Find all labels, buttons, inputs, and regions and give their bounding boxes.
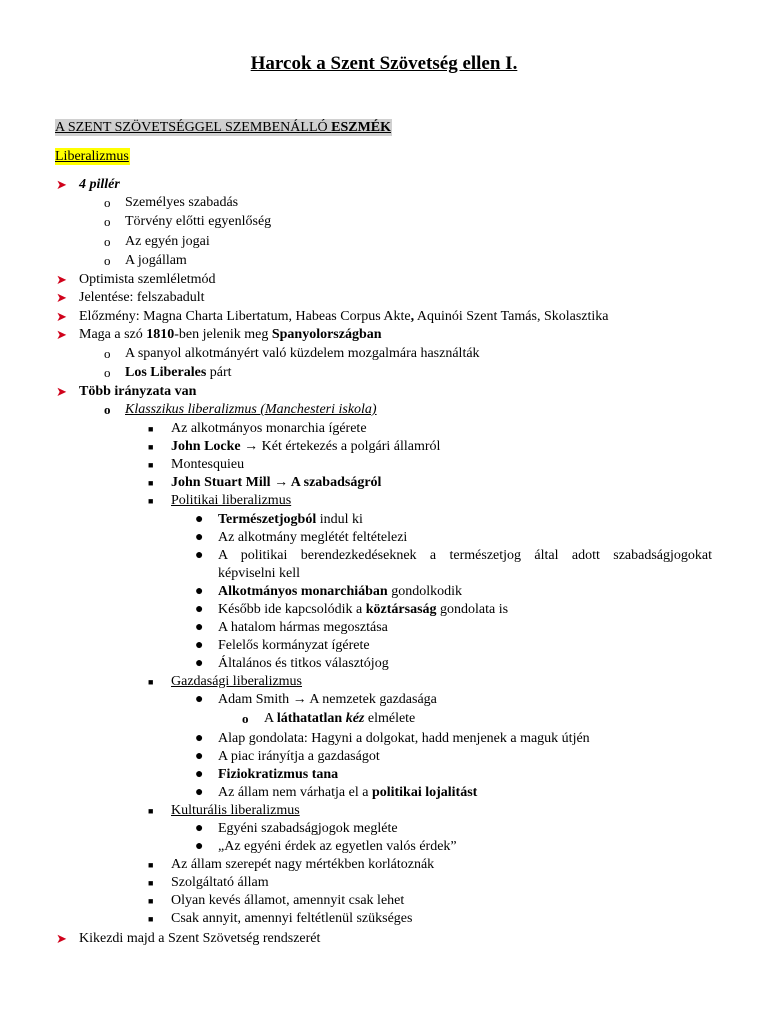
circle-bullet-icon: o	[104, 402, 111, 417]
arrow-bullet-icon: ➤	[56, 327, 67, 342]
list-item	[0, 511, 768, 529]
text-run: Alap gondolata: Hagyni a dolgokat, hadd menjenek a maguk útjén	[218, 731, 590, 746]
arrow-bullet-icon: ➤	[56, 384, 67, 399]
list-item-text	[171, 420, 367, 438]
text-run: Jelentése: felszabadult	[79, 290, 205, 305]
list-item	[0, 401, 768, 419]
text-run: Természetjogból	[218, 512, 317, 527]
dot-bullet-icon: ●	[195, 548, 204, 563]
list-item-text	[79, 289, 205, 307]
list-item-text	[171, 874, 269, 892]
text-run: Aquinói Szent Tamás, Skolasztika	[414, 309, 609, 324]
list-item-text	[218, 655, 389, 673]
arrow-bullet-icon: ➤	[56, 177, 67, 192]
list-item	[0, 784, 768, 802]
list-item-text	[125, 364, 232, 382]
text-run: Spanyolországban	[271, 327, 382, 342]
circle-bullet-icon: o	[104, 346, 111, 361]
square-bullet-icon: ■	[148, 496, 154, 506]
list-item	[0, 529, 768, 547]
text-run: indul ki	[316, 512, 363, 527]
list-item-text	[171, 673, 302, 691]
list-item	[0, 383, 768, 401]
list-item-text	[79, 271, 215, 289]
text-run: köztársaság	[365, 602, 437, 617]
list-item	[0, 930, 768, 948]
list-item-text	[171, 492, 291, 510]
list-item	[0, 655, 768, 673]
square-bullet-icon: ■	[148, 878, 154, 888]
text-run: Optimista szemléletmód	[79, 272, 216, 287]
dot-bullet-icon: ●	[195, 785, 204, 800]
circle-bullet-icon: o	[104, 234, 111, 249]
text-run: Csak annyit, amennyi feltétlenül szükséges	[171, 911, 413, 926]
list-item	[0, 874, 768, 892]
list-item	[0, 252, 768, 270]
square-bullet-icon: ■	[148, 478, 154, 488]
text-run: Adam Smith → A nemzetek gazdasága	[218, 692, 437, 707]
square-bullet-icon: ■	[148, 914, 154, 924]
list-item-text	[125, 401, 377, 419]
dot-bullet-icon: ●	[195, 839, 204, 854]
list-item	[0, 420, 768, 438]
text-run: Kikezdi majd a Szent Szövetség rendszerét	[79, 931, 321, 946]
text-run: párt	[206, 365, 232, 380]
list-item-text	[125, 252, 187, 270]
text-run: Személyes szabadás	[125, 195, 239, 210]
list-item-text	[171, 856, 434, 874]
list-item-text	[218, 583, 462, 601]
text-run: → Két értekezés a polgári államról	[240, 439, 441, 454]
list-item-text	[171, 802, 300, 820]
square-bullet-icon: ■	[148, 677, 154, 687]
list-item	[0, 601, 768, 619]
arrow-bullet-icon: ➤	[56, 309, 67, 324]
square-bullet-icon: ■	[148, 442, 154, 452]
square-bullet-icon: ■	[148, 424, 154, 434]
dot-bullet-icon: ●	[195, 620, 204, 635]
list-item-text	[171, 438, 440, 456]
text-run: Szolgáltató állam	[171, 875, 269, 890]
list-item-text	[218, 637, 370, 655]
arrow-bullet-icon: ➤	[56, 931, 67, 946]
text-run: Olyan kevés államot, amennyit csak lehet	[171, 893, 405, 908]
text-run: 1810	[146, 327, 175, 342]
text-run: ,	[410, 309, 415, 324]
text-run: Fiziokratizmus tana	[218, 767, 339, 782]
list-item	[0, 856, 768, 874]
text-run: Gazdasági liberalizmus	[171, 674, 303, 689]
dot-bullet-icon: ●	[195, 584, 204, 599]
list-item	[0, 438, 768, 456]
dot-bullet-icon: ●	[195, 731, 204, 746]
text-run: A hatalom hármas megosztása	[218, 620, 388, 635]
list-item-text	[171, 474, 381, 492]
list-item	[0, 289, 768, 307]
list-item-text	[125, 194, 238, 212]
text-run: Alkotmányos monarchiában	[218, 584, 388, 599]
text-run: A	[264, 711, 277, 726]
list-item-text	[218, 748, 380, 766]
arrow-bullet-icon: ➤	[56, 290, 67, 305]
dot-bullet-icon: ●	[195, 767, 204, 782]
list-item-text	[171, 892, 404, 910]
text-run: láthatatlan	[276, 711, 343, 726]
dot-bullet-icon: ●	[195, 530, 204, 545]
circle-bullet-icon: o	[104, 195, 111, 210]
text-run: Politikai liberalizmus	[171, 493, 292, 508]
text-run: kéz	[345, 711, 365, 726]
list-item	[0, 233, 768, 251]
text-run: Az egyén jogai	[125, 234, 210, 249]
text-run: Több irányzata van	[79, 384, 197, 399]
square-bullet-icon: ■	[148, 806, 154, 816]
text-run: Klasszikus liberalizmus (Manchesteri iskola)	[125, 402, 377, 417]
list-item	[0, 565, 768, 583]
section-heading	[55, 119, 392, 136]
list-item	[0, 730, 768, 748]
dot-bullet-icon: ●	[195, 656, 204, 671]
dot-bullet-icon: ●	[195, 821, 204, 836]
square-bullet-icon: ■	[148, 860, 154, 870]
list-item	[0, 474, 768, 492]
text-run: Az alkotmányos monarchia ígérete	[171, 421, 367, 436]
circle-bullet-icon: o	[242, 711, 249, 726]
square-bullet-icon: ■	[148, 460, 154, 470]
circle-bullet-icon: o	[104, 214, 111, 229]
text-run: gondolata is	[436, 602, 509, 617]
list-item-text	[125, 345, 480, 363]
list-item-text	[79, 308, 609, 326]
dot-bullet-icon: ●	[195, 692, 204, 707]
list-item	[0, 345, 768, 363]
circle-bullet-icon: o	[104, 253, 111, 268]
list-item	[0, 766, 768, 784]
list-item	[0, 691, 768, 709]
document-title: Harcok a Szent Szövetség ellen I.	[250, 53, 518, 74]
text-run: Egyéni szabadságjogok megléte	[218, 821, 398, 836]
list-item	[0, 456, 768, 474]
list-item	[0, 271, 768, 289]
text-run: Általános és titkos választójog	[218, 656, 389, 671]
text-run: Az állam szerepét nagy mértékben korlátoznák	[171, 857, 435, 872]
section-heading-bold: ESZMÉK	[331, 120, 392, 135]
list-item-text	[218, 820, 398, 838]
list-item	[0, 619, 768, 637]
list-item	[0, 308, 768, 326]
list-item	[0, 213, 768, 231]
list-item-text	[218, 784, 477, 802]
list-item	[0, 194, 768, 212]
list-item-text	[218, 730, 590, 748]
list-item	[0, 176, 768, 194]
section-heading-text: A SZENT SZÖVETSÉGGEL SZEMBENÁLLÓ	[55, 120, 332, 135]
list-item-text	[125, 213, 271, 231]
text-run: John Locke	[171, 439, 241, 454]
list-item-text	[218, 619, 388, 637]
list-item-text	[218, 565, 300, 583]
text-run: A jogállam	[125, 253, 187, 268]
list-item	[0, 910, 768, 928]
list-item	[0, 364, 768, 382]
list-item	[0, 748, 768, 766]
text-run: „Az egyéni érdek az egyetlen valós érdek”	[218, 839, 457, 854]
text-run: -ben jelenik meg	[174, 327, 272, 342]
list-item-text	[218, 547, 712, 565]
text-run: politikai lojalitást	[371, 785, 478, 800]
list-item-text	[218, 838, 457, 856]
list-item	[0, 820, 768, 838]
list-item	[0, 802, 768, 820]
text-run: Az alkotmány meglétét feltételezi	[218, 530, 408, 545]
text-run: gondolkodik	[387, 584, 462, 599]
list-item	[0, 710, 768, 728]
text-run: Maga a szó	[79, 327, 147, 342]
list-item-text	[218, 766, 338, 784]
list-item-text	[218, 601, 508, 619]
list-item-text	[79, 383, 196, 401]
text-run: képviselni kell	[218, 566, 301, 581]
list-item-text	[79, 326, 382, 344]
list-item-text	[218, 529, 407, 547]
text-run: elmélete	[364, 711, 416, 726]
list-item	[0, 637, 768, 655]
dot-bullet-icon: ●	[195, 749, 204, 764]
list-item-text	[264, 710, 415, 728]
text-run: Felelős kormányzat ígérete	[218, 638, 370, 653]
list-item	[0, 492, 768, 510]
subject-heading: Liberalizmus	[55, 149, 129, 164]
dot-bullet-icon: ●	[195, 512, 204, 527]
text-run: Montesquieu	[171, 457, 245, 472]
dot-bullet-icon: ●	[195, 638, 204, 653]
list-item-text	[125, 233, 210, 251]
list-item	[0, 326, 768, 344]
text-run: Los Liberales	[125, 365, 207, 380]
list-item-text	[218, 691, 437, 709]
text-run: A spanyol alkotmányért való küzdelem mozgalmára használták	[125, 346, 480, 361]
text-run: John Stuart Mill → A szabadságról	[171, 475, 382, 490]
text-run: Előzmény: Magna Charta Libertatum, Habeas Corpus Akte	[79, 309, 411, 324]
text-run: 4 pillér	[79, 177, 120, 192]
list-item-text	[79, 930, 320, 948]
list-item	[0, 892, 768, 910]
list-item	[0, 547, 768, 565]
text-run: Később ide kapcsolódik a	[218, 602, 366, 617]
list-item	[0, 583, 768, 601]
circle-bullet-icon: o	[104, 365, 111, 380]
text-run: Az állam nem várhatja el a	[218, 785, 372, 800]
list-item	[0, 673, 768, 691]
list-item-text	[171, 910, 412, 928]
list-item-text	[79, 176, 120, 194]
list-item-text	[218, 511, 363, 529]
dot-bullet-icon: ●	[195, 602, 204, 617]
arrow-bullet-icon: ➤	[56, 272, 67, 287]
text-run: Törvény előtti egyenlőség	[125, 214, 272, 229]
text-run: Kulturális liberalizmus	[171, 803, 300, 818]
text-run: A politikai berendezkedéseknek a természetjog által adott szabadságjogokat	[218, 548, 712, 563]
list-item-text	[171, 456, 244, 474]
square-bullet-icon: ■	[148, 896, 154, 906]
list-item	[0, 838, 768, 856]
text-run: A piac irányítja a gazdaságot	[218, 749, 380, 764]
